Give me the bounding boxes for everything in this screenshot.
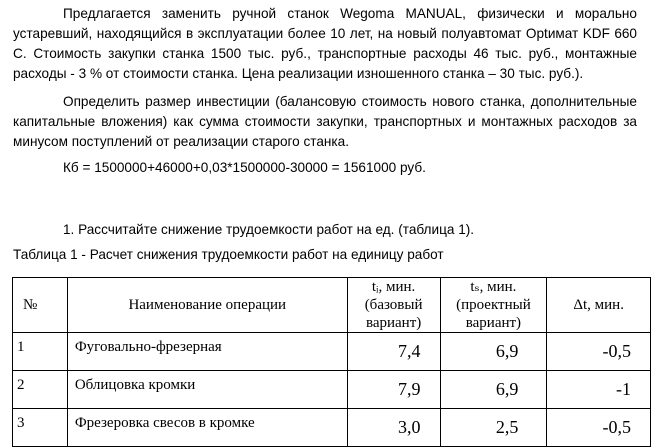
row-base-time: 7,4 (347, 333, 440, 371)
header-number: № (13, 278, 68, 333)
row-operation: Фуговально-фрезерная (67, 333, 347, 371)
row-number: 1 (13, 333, 68, 371)
table-row (13, 333, 651, 371)
row-delta: -0,5 (547, 409, 651, 447)
task-paragraph: Определить размер инвестиции (балансовую стоимость нового станка, дополнительные капитальные вложения) как сумма стоимости закупки, транспортных и монтажных расходов за минусом поступлений от реализации старого станка. (13, 94, 637, 149)
table-row (13, 409, 651, 447)
header-base-line1: tᵢ, мин. (371, 279, 416, 295)
intro-paragraph: Предлагается заменить ручной станок Wegoma MANUAL, физически и морально устаревший, находящийся в эксплуатации более 10 лет, на новый полуавтомат Optимат KDF 660 C. Стоимость закупки станка 1500 тыс. руб., транспортные расходы 46 тыс. руб., монтажные расходы - 3 % от стоимости станка. Цена реализации изношенного станка – 30 тыс. руб.). (13, 6, 637, 81)
row-project-time: 6,9 (440, 333, 547, 371)
header-base-line3: вариант) (365, 315, 422, 331)
row-project-time: 6,9 (440, 371, 547, 409)
header-project-line3: вариант) (465, 315, 522, 331)
table-caption: Таблица 1 - Расчет снижения трудоемкости работ на единицу работ (13, 247, 444, 262)
labor-intensity-table (12, 277, 651, 447)
header-project-time (440, 278, 547, 333)
table-header-row (13, 278, 651, 333)
row-number: 2 (13, 371, 68, 409)
row-number: 3 (13, 409, 68, 447)
header-project-line2: (проектный (456, 297, 531, 313)
header-delta: Δt, мин. (547, 278, 651, 333)
row-operation: Облицовка кромки (67, 371, 347, 409)
header-project-line1: tₛ, мин. (470, 279, 517, 295)
row-delta: -0,5 (547, 333, 651, 371)
row-base-time: 7,9 (347, 371, 440, 409)
header-base-time (347, 278, 440, 333)
step-1-instruction: 1. Рассчитайте снижение трудоемкости работ на ед. (таблица 1). (63, 222, 475, 237)
table-row (13, 371, 651, 409)
header-base-line2: (базовый (364, 297, 423, 313)
row-operation: Фрезеровка свесов в кромке (67, 409, 347, 447)
header-operation: Наименование операции (67, 278, 347, 333)
investment-formula: Кб = 1500000+46000+0,03*1500000-30000 = 1561000 руб. (63, 160, 426, 175)
row-delta: -1 (547, 371, 651, 409)
row-base-time: 3,0 (347, 409, 440, 447)
row-project-time: 2,5 (440, 409, 547, 447)
